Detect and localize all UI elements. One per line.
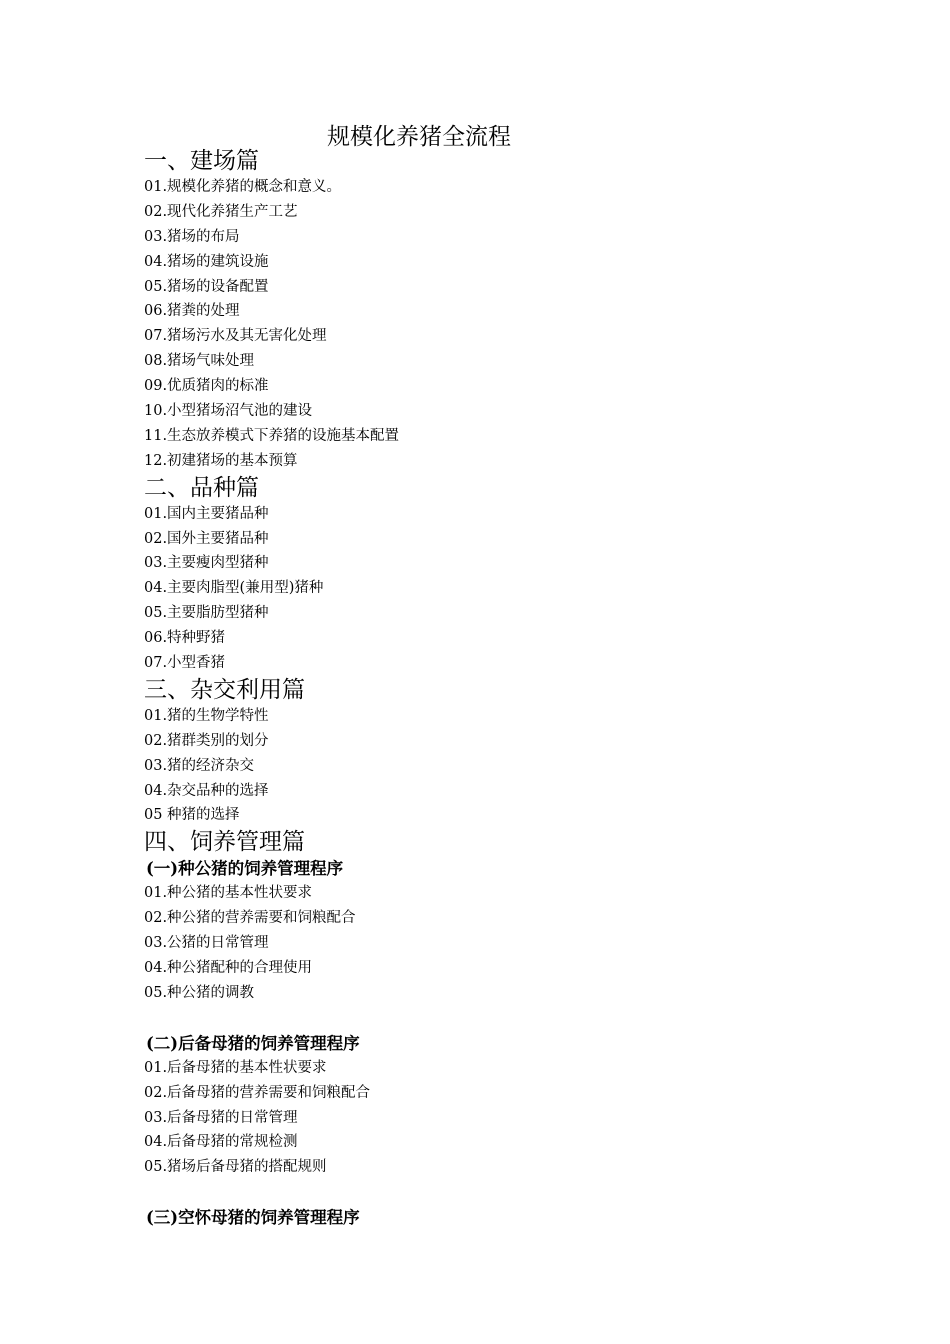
list-item: 03.后备母猪的日常管理 (144, 1109, 298, 1126)
list-item: 04.杂交品种的选择 (144, 782, 269, 799)
list-item: 03.猪场的布局 (144, 228, 240, 245)
list-item: 01.国内主要猪品种 (144, 505, 269, 522)
list-item: 04.猪场的建筑设施 (144, 253, 269, 270)
subsection-heading-boar: (一)种公猪的饲养管理程序 (146, 859, 344, 879)
list-item: 09.优质猪肉的标准 (144, 378, 269, 395)
blank-line (144, 1006, 864, 1031)
list-item: 04.种公猪配种的合理使用 (144, 960, 313, 977)
list-item: 12.初建猪场的基本预算 (144, 452, 298, 469)
list-item: 01.规模化养猪的概念和意义。 (144, 179, 342, 195)
list-item: 02.国外主要猪品种 (144, 530, 269, 547)
list-item: 04.主要肉脂型(兼用型)猪种 (144, 580, 324, 597)
list-item: 01.后备母猪的基本性状要求 (144, 1059, 327, 1076)
section-heading-construction: 一、建场篇 (144, 148, 259, 174)
list-item: 02.种公猪的营养需要和饲粮配合 (144, 910, 356, 927)
list-item: 03.猪的经济杂交 (144, 757, 255, 774)
list-item: 06.特种野猪 (144, 630, 226, 647)
section-list-construction (144, 175, 864, 474)
section-list-crossbreeding (144, 704, 864, 828)
section-list-breeds (144, 502, 864, 676)
list-item: 02.猪群类别的划分 (144, 732, 269, 749)
list-item: 06.猪粪的处理 (144, 303, 240, 320)
list-item: 10.小型猪场沼气池的建设 (144, 403, 313, 420)
subsection-heading-gilt: (二)后备母猪的饲养管理程序 (146, 1033, 360, 1053)
section-heading-crossbreeding: 三、杂交利用篇 (144, 676, 305, 703)
list-item: 05.猪场的设备配置 (144, 278, 269, 295)
list-item: 03.主要瘦肉型猪种 (144, 555, 269, 572)
section-heading-feeding-management: 四、饲养管理篇 (144, 829, 305, 856)
list-item: 07.小型香猪 (144, 655, 226, 672)
list-item: 05 种猪的选择 (144, 807, 240, 824)
subsection-list-gilt (144, 1056, 864, 1180)
list-item: 08.猪场气味处理 (144, 353, 255, 370)
list-item: 11.生态放养模式下养猪的设施基本配置 (144, 427, 400, 444)
list-item: 03.公猪的日常管理 (144, 935, 269, 952)
section-heading-breeds: 二、品种篇 (144, 474, 259, 501)
list-item: 05.主要脂肪型猪种 (144, 605, 269, 622)
list-item: 04.后备母猪的常规检测 (144, 1134, 298, 1151)
list-item: 01.猪的生物学特性 (144, 707, 269, 724)
list-item: 02.现代化养猪生产工艺 (144, 203, 298, 220)
list-item: 01.种公猪的基本性状要求 (144, 885, 313, 902)
list-item: 05.猪场后备母猪的搭配规则 (144, 1159, 327, 1176)
list-item: 05.种公猪的调教 (144, 984, 255, 1001)
document-body (144, 147, 864, 1230)
subsection-list-boar (144, 881, 864, 1005)
list-item: 07.猪场污水及其无害化处理 (144, 328, 327, 345)
document-title: 规模化养猪全流程 (327, 124, 511, 150)
list-item: 02.后备母猪的营养需要和饲粮配合 (144, 1084, 371, 1101)
blank-line (144, 1180, 864, 1205)
subsection-heading-empty-sow: (三)空怀母猪的饲养管理程序 (146, 1208, 360, 1228)
